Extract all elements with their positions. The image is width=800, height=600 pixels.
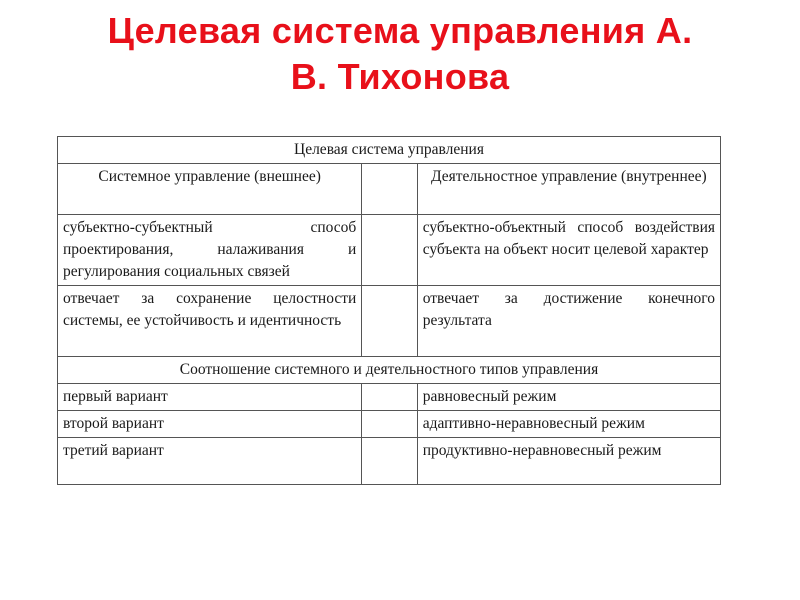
table-cell: второй вариант xyxy=(58,411,362,438)
table-cell: субъектно-субъектный способ проектирования, налаживания и регулирования социальных связей xyxy=(58,215,362,286)
empty-middle-cell xyxy=(362,215,417,286)
table-row xyxy=(58,411,721,438)
ratio-header-row xyxy=(58,357,721,384)
empty-middle-cell xyxy=(362,164,417,215)
ratio-header-cell: Соотношение системного и деятельностного типов управления xyxy=(58,357,721,384)
column-headers-row xyxy=(58,164,721,215)
table-row xyxy=(58,438,721,485)
table-row xyxy=(58,384,721,411)
empty-middle-cell xyxy=(362,384,417,411)
empty-middle-cell xyxy=(362,286,417,357)
slide-title xyxy=(20,8,780,100)
empty-middle-cell xyxy=(362,438,417,485)
system-management-header: Системное управление (внешнее) xyxy=(58,164,362,215)
table-cell: субъектно-объектный способ воздействия субъекта на объект носит целевой характер xyxy=(417,215,720,286)
table-cell: продуктивно-неравновесный режим xyxy=(417,438,720,485)
table-header-cell: Целевая система управления xyxy=(58,137,721,164)
table-cell: отвечает за сохранение целостности системы, ее устойчивость и идентичность xyxy=(58,286,362,357)
title-line-2: В. Тихонова xyxy=(290,56,510,97)
table-row xyxy=(58,286,721,357)
table-header-row xyxy=(58,137,721,164)
table-row xyxy=(58,215,721,286)
table-cell: равновесный режим xyxy=(417,384,720,411)
table-cell: отвечает за достижение конечного результата xyxy=(417,286,720,357)
table-cell: третий вариант xyxy=(58,438,362,485)
activity-management-header: Деятельностное управление (внутреннее) xyxy=(417,164,720,215)
table-cell: первый вариант xyxy=(58,384,362,411)
empty-middle-cell xyxy=(362,411,417,438)
table-cell: адаптивно-неравновесный режим xyxy=(417,411,720,438)
management-system-table xyxy=(57,136,721,485)
title-line-1: Целевая система управления А. xyxy=(107,10,693,51)
